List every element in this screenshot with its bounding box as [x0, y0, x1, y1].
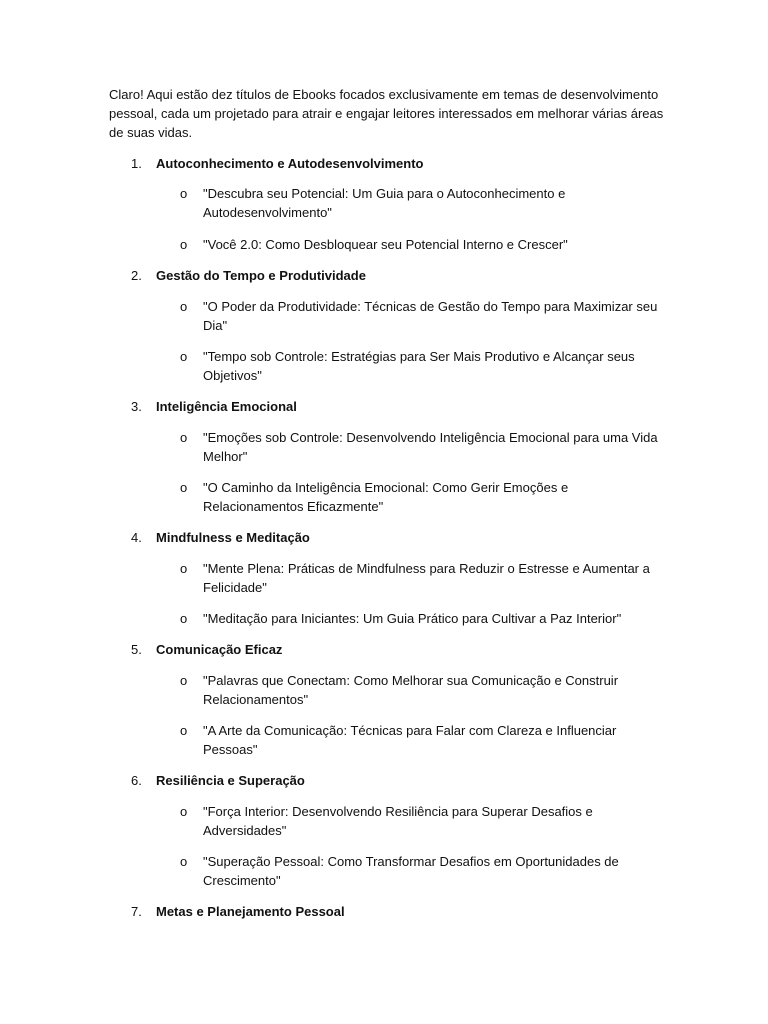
ebook-title: "O Caminho da Inteligência Emocional: Como Gerir Emoções e Relacionamentos Eficazmente"	[203, 480, 569, 514]
bullet-icon: o	[180, 299, 188, 314]
ebook-title: "Emoções sob Controle: Desenvolvendo Inteligência Emocional para uma Vida Melhor"	[203, 430, 658, 464]
section-number: 4.	[131, 530, 142, 545]
section-number: 3.	[131, 399, 142, 414]
section-number: 2.	[131, 268, 142, 283]
ebook-title: "Meditação para Iniciantes: Um Guia Prático para Cultivar a Paz Interior"	[203, 611, 622, 626]
bullet-icon: o	[180, 804, 188, 819]
section-number: 6.	[131, 773, 142, 788]
ebook-title: "Palavras que Conectam: Como Melhorar sua Comunicação e Construir Relacionamentos"	[203, 673, 619, 707]
section-title: Resiliência e Superação	[156, 773, 305, 788]
bullet-icon: o	[180, 430, 188, 445]
ebook-title: "Tempo sob Controle: Estratégias para Ser Mais Produtivo e Alcançar seus Objetivos"	[203, 349, 635, 383]
section-title: Mindfulness e Meditação	[156, 530, 310, 545]
bullet-icon: o	[180, 723, 188, 738]
section-number: 5.	[131, 642, 142, 657]
section-title: Inteligência Emocional	[156, 399, 297, 414]
section-title: Gestão do Tempo e Produtividade	[156, 268, 366, 283]
bullet-icon: o	[180, 186, 188, 201]
ebook-title: "O Poder da Produtividade: Técnicas de Gestão do Tempo para Maximizar seu Dia"	[203, 299, 658, 333]
bullet-icon: o	[180, 561, 188, 576]
bullet-icon: o	[180, 480, 188, 495]
ebook-title: "Superação Pessoal: Como Transformar Desafios em Oportunidades de Crescimento"	[203, 854, 619, 888]
bullet-icon: o	[180, 349, 188, 364]
bullet-icon: o	[180, 673, 188, 688]
section-title: Metas e Planejamento Pessoal	[156, 904, 345, 919]
section-title: Autoconhecimento e Autodesenvolvimento	[156, 156, 424, 171]
ebook-title: "Descubra seu Potencial: Um Guia para o Autoconhecimento e Autodesenvolvimento"	[203, 186, 566, 220]
section-number: 7.	[131, 904, 142, 919]
bullet-icon: o	[180, 611, 188, 626]
ebook-title: "A Arte da Comunicação: Técnicas para Falar com Clareza e Influenciar Pessoas"	[203, 723, 617, 757]
section-title: Comunicação Eficaz	[156, 642, 283, 657]
ebook-title: "Força Interior: Desenvolvendo Resiliência para Superar Desafios e Adversidades"	[203, 804, 593, 838]
section-number: 1.	[131, 156, 142, 171]
bullet-icon: o	[180, 237, 188, 252]
intro-paragraph: Claro! Aqui estão dez títulos de Ebooks focados exclusivamente em temas de desenvolvimento pessoal, cada um projetado para atrair e engajar leitores interessados em melhorar várias áreas de suas vidas.	[109, 87, 664, 140]
ebook-title: "Mente Plena: Práticas de Mindfulness para Reduzir o Estresse e Aumentar a Felicidade"	[203, 561, 650, 595]
ebook-title: "Você 2.0: Como Desbloquear seu Potencial Interno e Crescer"	[203, 237, 568, 252]
bullet-icon: o	[180, 854, 188, 869]
